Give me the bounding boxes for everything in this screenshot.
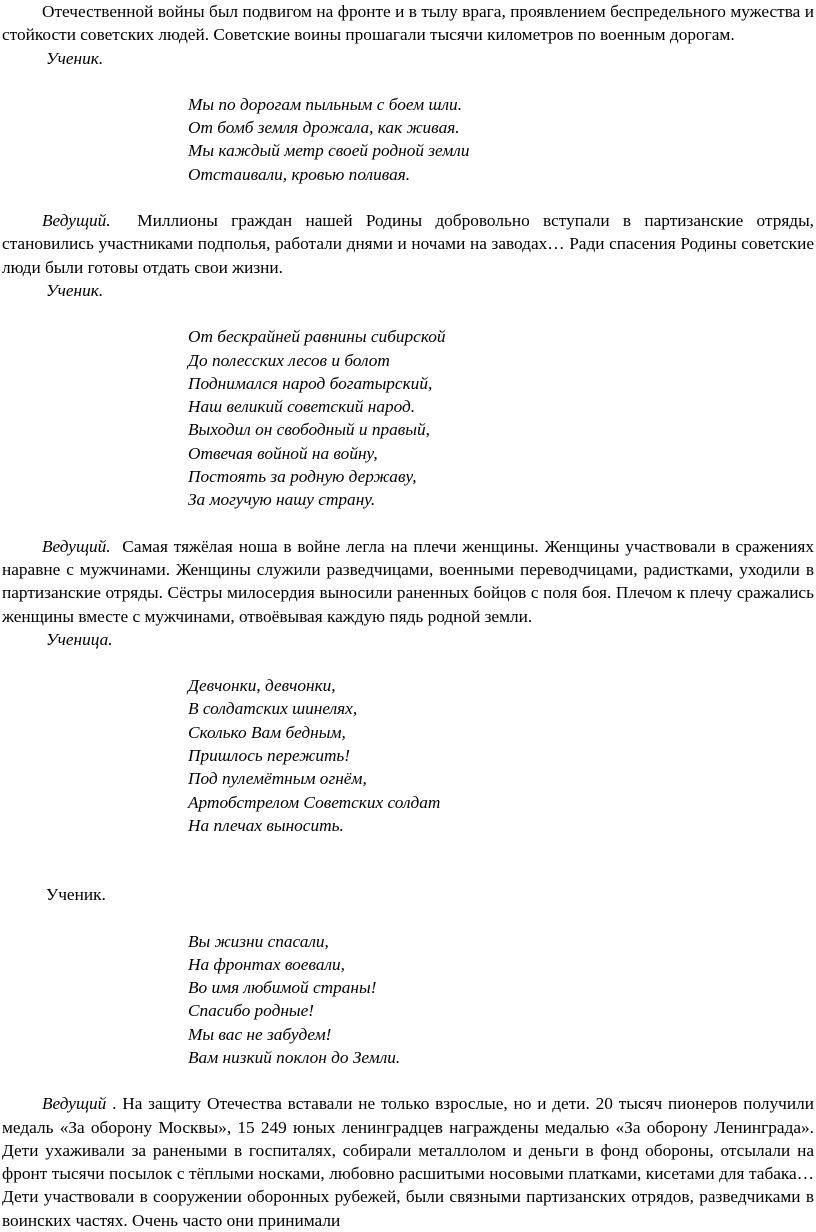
poem-line: Поднимался народ богатырский,	[188, 373, 433, 393]
paragraph-host-3	[0, 1092, 816, 1232]
poem-line: За могучую нашу страну.	[188, 490, 376, 510]
poem-line: Под пулемётным огнём,	[188, 769, 367, 789]
speaker-host: Ведущий.	[42, 211, 111, 231]
speaker-label-student-2: Ученик.	[46, 280, 104, 300]
poem-4	[0, 930, 816, 1070]
poem-line: Девчонки, девчонки,	[188, 676, 336, 696]
poem-line: Пришлось пережить!	[188, 746, 351, 766]
speaker-label-student-4: Ученик.	[46, 885, 106, 905]
paragraph-host-1	[0, 209, 816, 279]
paragraph-host-2	[0, 535, 816, 628]
poem-line: На плечах выносить.	[188, 815, 344, 835]
poem-1	[0, 93, 816, 186]
poem-line: Вы жизни спасали,	[188, 931, 329, 951]
paragraph-host-3-text: . На защиту Отечества вставали не только взрослые, но и дети. 20 тысяч пионеров получили медаль «За оборону Москвы», 15 249 юных ленинградцев награждены медалью «За оборону Ленинграда». Дети ухаживали за ранеными в госпиталях, собирали металлолом и деньги в фонд обороны, отсылали на фронт тысячи посылок с тёплыми носками, любовно расшитыми носовыми платками, кисетами для табака… Дети участвовали в сооружении оборонных рубежей, были связными партизанских отрядов, разведчиками в воинских частях. Очень часто они принимали	[2, 1094, 814, 1230]
poem-line: В солдатских шинелях,	[188, 699, 358, 719]
poem-line: От бескрайней равнины сибирской	[188, 327, 446, 347]
poem-line: Мы по дорогам пыльным с боем шли.	[188, 94, 463, 114]
speaker-label-student-1: Ученик.	[46, 48, 104, 68]
poem-line: До полесских лесов и болот	[188, 350, 390, 370]
poem-line: Вам низкий поклон до Земли.	[188, 1047, 401, 1067]
poem-line: Выходил он свободный и правый,	[188, 420, 430, 440]
poem-2	[0, 325, 816, 511]
poem-line: Артобстрелом Советских солдат	[188, 792, 441, 812]
poem-line: Наш великий советский народ.	[188, 397, 416, 417]
poem-line: Отвечая войной на войну,	[188, 443, 378, 463]
poem-line: Во имя любимой страны!	[188, 978, 377, 998]
poem-3	[0, 674, 816, 837]
paragraph-host-2-text: Самая тяжёлая ноша в войне легла на плечи женщины. Женщины участвовали в сражениях наравне с мужчинами. Женщины служили разведчицами, военными переводчицами, радистками, уходили в партизанские отряды. Сёстры милосердия выносили раненных бойцов с поля боя. Плечом к плечу сражались женщины вместе с мужчинами, отвоёвывая каждую пядь родной земли.	[2, 536, 814, 626]
poem-line: Мы вас не забудем!	[188, 1024, 332, 1044]
poem-line: Постоять за родную державу,	[188, 467, 417, 487]
paragraph-intro-text: Отечественной войны был подвигом на фронте и в тылу врага, проявлением беспредельного мужества и стойкости советских людей. Советские воины прошагали тысячи километров по военным дорогам.	[2, 2, 814, 45]
poem-line: Сколько Вам бедным,	[188, 722, 346, 742]
speaker-label-student-3: Ученица.	[46, 629, 113, 649]
speaker-host: Ведущий	[42, 1094, 107, 1114]
poem-line: Отстаивали, кровью поливая.	[188, 164, 411, 184]
paragraph-host-1-text: Миллионы граждан нашей Родины добровольно вступали в партизанские отряды, становились участниками подполья, работали днями и ночами на заводах… Ради спасения Родины советские люди были готовы отдать свои жизни.	[2, 211, 815, 277]
speaker-host: Ведущий.	[42, 536, 111, 556]
poem-line: Спасибо родные!	[188, 1001, 315, 1021]
poem-line: От бомб земля дрожала, как живая.	[188, 118, 460, 138]
paragraph-intro	[0, 0, 816, 47]
poem-line: Мы каждый метр своей родной земли	[188, 141, 470, 161]
poem-line: На фронтах воевали,	[188, 954, 345, 974]
